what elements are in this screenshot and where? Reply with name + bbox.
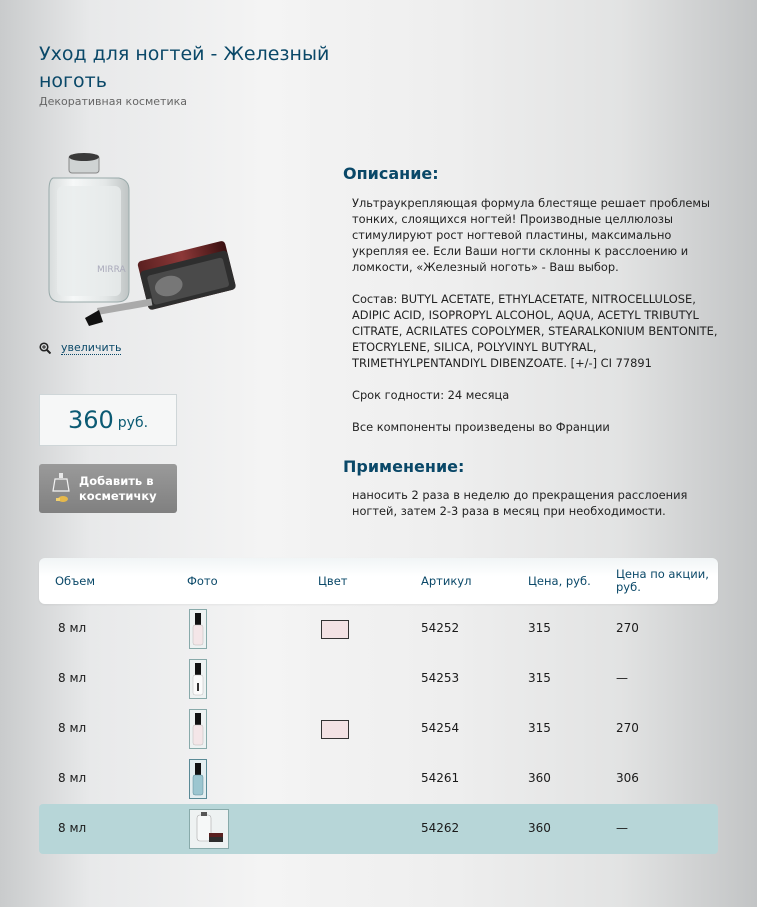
zoom-control[interactable] [39, 341, 121, 355]
price-box [39, 394, 177, 446]
description-heading: Описание: [343, 164, 439, 183]
header-sale-price: Цена по акции, руб. [616, 567, 709, 594]
brand-logo: MIRRA [97, 265, 126, 275]
zoom-link[interactable]: увеличить [61, 341, 122, 354]
composition-text: Состав: BUTYL ACETATE, ETHYLACETATE, NITROCELLULOSE, ADIPIC ACID, ISOPROPYL ALCOHOL, AQUA, ACETYL TRIBUTYL CITRATE, ACRILATES COPOLYMER, STEARALKONIUM BENTONITE, ETOCRYLENE, SILICA, POLYVINYL BUTYRAL, TRIMETHYLPENTANDIYL DIBENZOATE. [+/-] CI 77891 [352, 292, 718, 370]
article-cell: 54254 [421, 721, 460, 735]
add-to-cosmetic-bag-button[interactable] [39, 464, 177, 513]
variants-table [39, 558, 718, 854]
product-image[interactable] [39, 150, 239, 335]
description-body [352, 195, 724, 451]
usage-text: наносить 2 раза в неделю до прекращения расслоения ногтей, затем 2-3 раза в месяц при необходимости. [352, 488, 688, 518]
article-cell: 54252 [421, 621, 460, 635]
usage-heading: Применение: [343, 457, 465, 476]
table-header [39, 558, 718, 604]
volume-cell: 8 мл [58, 771, 87, 785]
article-cell: 54262 [421, 821, 460, 835]
price-value: 360 [67, 406, 114, 434]
article-cell: 54253 [421, 671, 460, 685]
product-thumbnail[interactable] [189, 609, 207, 649]
shelf-life-text: Срок годности: 24 месяца [352, 388, 510, 402]
table-row-selected[interactable] [39, 804, 718, 854]
volume-cell: 8 мл [58, 721, 87, 735]
sale-price-cell: 270 [616, 721, 639, 735]
product-thumbnail[interactable] [189, 809, 229, 849]
product-thumbnail[interactable] [189, 709, 207, 749]
color-swatch[interactable] [321, 720, 349, 739]
category-label: Декоративная косметика [39, 95, 187, 108]
sale-price-cell: — [616, 821, 628, 835]
page-title: Уход для ногтей - Железный ноготь [39, 42, 330, 92]
price-currency: руб. [117, 415, 149, 431]
table-row[interactable] [39, 654, 718, 704]
volume-cell: 8 мл [58, 621, 87, 635]
perfume-bottle-icon [51, 469, 79, 509]
sale-price-cell: 270 [616, 621, 639, 635]
price-cell: 315 [528, 671, 551, 685]
table-row[interactable] [39, 704, 718, 754]
origin-text: Все компоненты произведены во Франции [352, 420, 610, 434]
header-volume: Объем [55, 574, 96, 588]
header-photo: Фото [187, 574, 218, 588]
magnifier-icon [39, 342, 51, 354]
price-cell: 315 [528, 721, 551, 735]
color-swatch[interactable] [321, 620, 349, 639]
volume-cell: 8 мл [58, 671, 87, 685]
product-thumbnail[interactable] [189, 659, 207, 699]
price-cell: 315 [528, 621, 551, 635]
article-cell: 54261 [421, 771, 460, 785]
header-price: Цена, руб. [528, 574, 591, 588]
table-row[interactable] [39, 604, 718, 654]
product-thumbnail[interactable] [189, 759, 207, 799]
sale-price-cell: — [616, 671, 628, 685]
sale-price-cell: 306 [616, 771, 639, 785]
description-text: Ультраукрепляющая формула блестяще решает проблемы тонких, слоящихся ногтей! Производные целлюлозы стимулируют рост ногтевой пластины, максимально укрепляя ее. Если Ваши ногти склонны к расслоению и ломкости, «Железный ноготь» - Ваш выбор. [352, 196, 711, 274]
add-button-label: Добавить в косметичку [79, 473, 157, 503]
price-cell: 360 [528, 821, 551, 835]
header-article: Артикул [421, 574, 472, 588]
header-color: Цвет [318, 574, 348, 588]
table-row[interactable] [39, 754, 718, 804]
price-cell: 360 [528, 771, 551, 785]
volume-cell: 8 мл [58, 821, 87, 835]
